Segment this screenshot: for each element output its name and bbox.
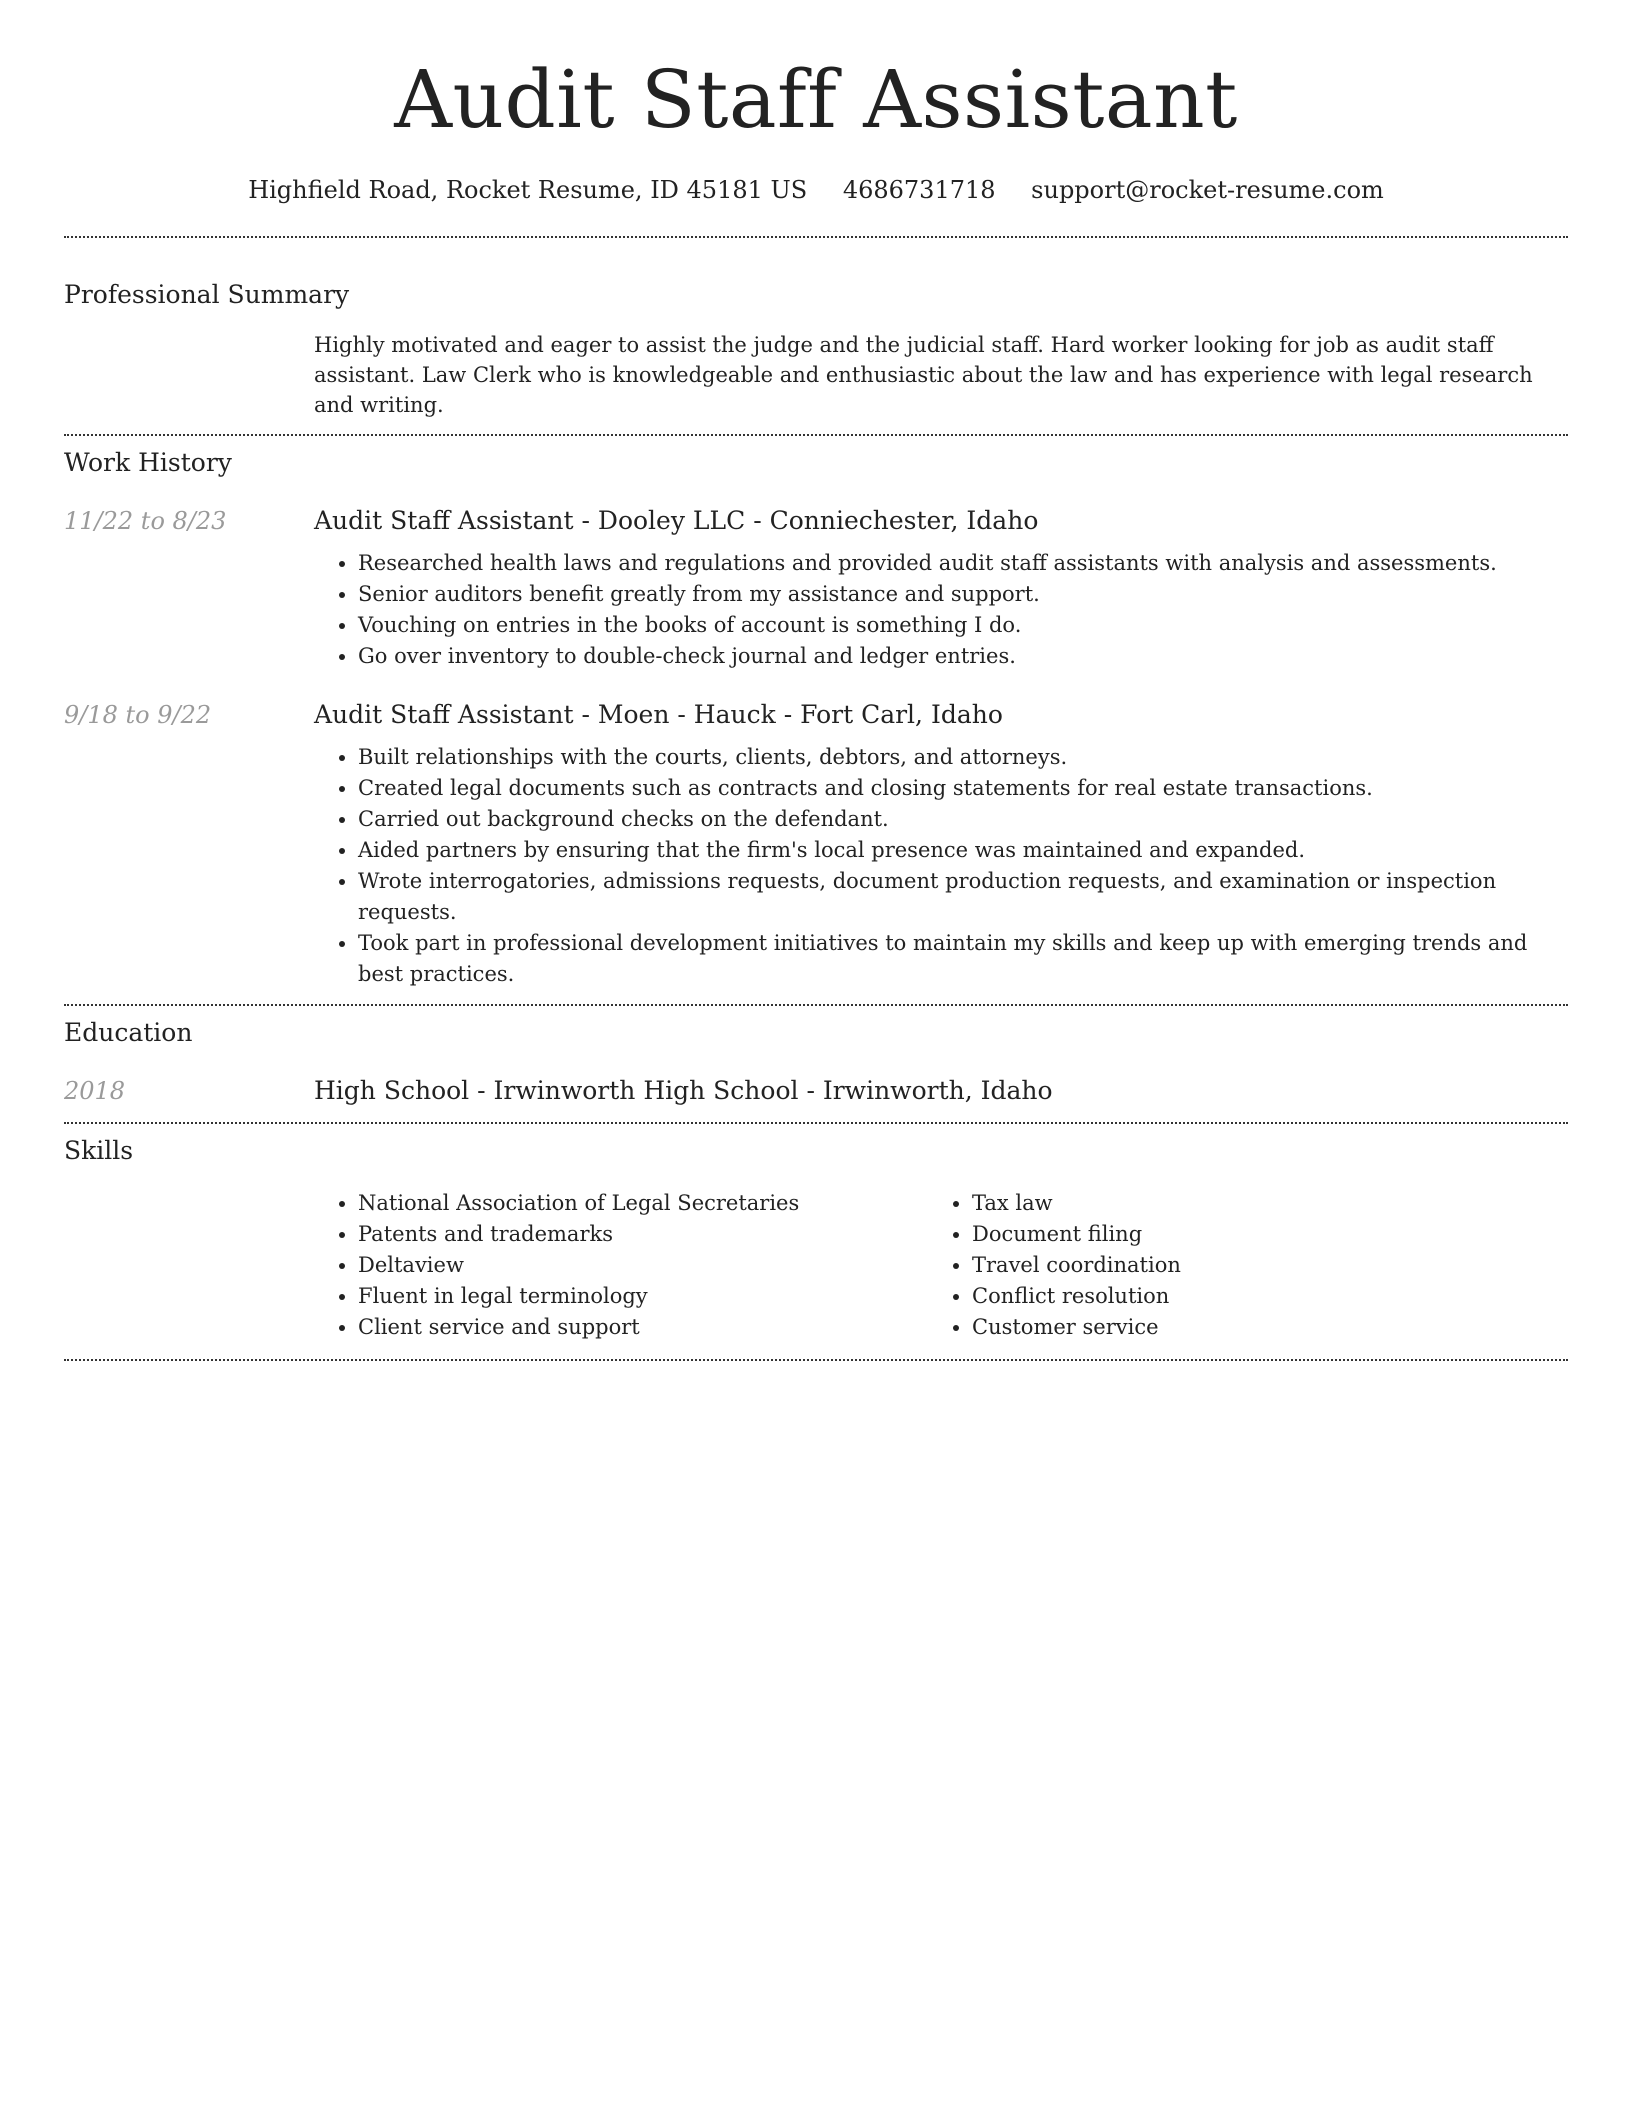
skill-item: • Deltaview	[358, 1250, 928, 1281]
job-bullet: • Created legal documents such as contracts and closing statements for real estate transactions.	[358, 773, 1568, 804]
skills-heading: Skills	[64, 1136, 134, 1165]
job-bullet: • Built relationships with the courts, clients, debtors, and attorneys.	[358, 742, 1568, 773]
job-bullet: • Aided partners by ensuring that the firm's local presence was maintained and expanded.	[358, 835, 1568, 866]
job-heading: Audit Staff Assistant - Dooley LLC - Conniechester, Idaho	[314, 506, 1039, 535]
summary-heading: Professional Summary	[64, 280, 350, 309]
resume-name: Audit Staff Assistant	[394, 53, 1238, 146]
education-entry	[64, 1074, 1568, 1108]
skill-item: • Document filing	[972, 1219, 1568, 1250]
job-bullet: • Carried out background checks on the defendant.	[358, 804, 1568, 835]
skills-section	[64, 1124, 1568, 1343]
job-dates: 9/18 to 9/22	[64, 701, 212, 729]
education-heading: Education	[64, 1018, 193, 1047]
job-dates: 11/22 to 8/23	[64, 507, 227, 535]
job-bullet: • Go over inventory to double-check journal and ledger entries.	[358, 641, 1568, 672]
work-heading: Work History	[64, 448, 232, 477]
contact-address: Highfield Road, Rocket Resume, ID 45181 US	[248, 176, 808, 204]
job-bullet: • Senior auditors benefit greatly from my assistance and support.	[358, 579, 1568, 610]
job-bullets	[314, 548, 1568, 672]
skill-item: • Conflict resolution	[972, 1281, 1568, 1312]
skill-item: • Tax law	[972, 1188, 1568, 1219]
skill-item: • Travel coordination	[972, 1250, 1568, 1281]
contact-email: support@rocket-resume.com	[1031, 176, 1384, 204]
education-section	[64, 1006, 1568, 1108]
education-dates: 2018	[64, 1077, 126, 1105]
skill-item: • Customer service	[972, 1312, 1568, 1343]
job-heading: Audit Staff Assistant - Moen - Hauck - Fort Carl, Idaho	[314, 700, 1003, 729]
summary-text: Highly motivated and eager to assist the judge and the judicial staff. Hard worker looking for job as audit staff assistant. Law Clerk who is knowledgeable and enthusiastic about the law and has experience with legal research and writing.	[314, 333, 1533, 417]
job-entry	[64, 698, 1568, 990]
skill-item: • Patents and trademarks	[358, 1219, 928, 1250]
job-bullet: • Wrote interrogatories, admissions requests, document production requests, and examination or inspection requests.	[358, 866, 1568, 928]
job-entry	[64, 504, 1568, 672]
job-bullets	[314, 742, 1568, 990]
skills-list	[928, 1188, 1568, 1343]
contact-line	[64, 174, 1568, 206]
job-bullet: • Researched health laws and regulations and provided audit staff assistants with analysis and assessments.	[358, 548, 1568, 579]
skills-list	[314, 1188, 928, 1343]
job-bullet: • Vouching on entries in the books of account is something I do.	[358, 610, 1568, 641]
skill-item: • Client service and support	[358, 1312, 928, 1343]
skill-item: • National Association of Legal Secretaries	[358, 1188, 928, 1219]
work-section	[64, 436, 1568, 990]
summary-section	[64, 238, 1568, 420]
education-heading-line: High School - Irwinworth High School - Irwinworth, Idaho	[314, 1076, 1053, 1105]
contact-phone: 4686731718	[842, 176, 996, 204]
skill-item: • Fluent in legal terminology	[358, 1281, 928, 1312]
job-bullet: • Took part in professional development initiatives to maintain my skills and keep up with emerging trends and best practices.	[358, 928, 1568, 990]
divider	[64, 1359, 1568, 1361]
